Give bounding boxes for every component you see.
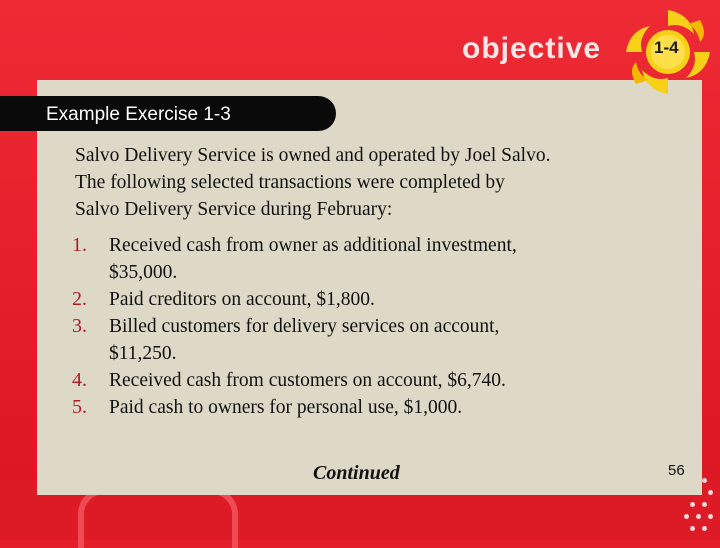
list-item (72, 313, 672, 367)
item-text: Received cash from customers on account, $6,740. (109, 370, 506, 391)
objective-number: 1-4 (654, 38, 679, 57)
item-number: 3. (72, 315, 87, 337)
item-text: Paid creditors on account, $1,800. (109, 289, 375, 310)
transaction-list (72, 232, 672, 421)
item-number: 4. (72, 369, 87, 391)
item-text: Paid cash to owners for personal use, $1,000. (109, 397, 463, 418)
item-text-continued: $11,250. (109, 343, 177, 364)
list-item (72, 232, 672, 286)
item-number: 2. (72, 288, 87, 310)
list-item (72, 394, 672, 421)
banner-title: Example Exercise 1-3 (46, 104, 231, 125)
item-text: Billed customers for delivery services on account, (109, 316, 500, 337)
objective-label: objective (462, 32, 602, 65)
intro-line: Salvo Delivery Service during February: (75, 199, 393, 220)
list-item (72, 286, 672, 313)
decorative-heart-shape (78, 488, 238, 548)
item-number: 5. (72, 396, 87, 418)
item-text-continued: $35,000. (109, 262, 178, 283)
item-number: 1. (72, 234, 87, 256)
intro-line: The following selected transactions were completed by (75, 172, 505, 193)
list-item (72, 367, 672, 394)
page-number: 56 (668, 462, 685, 479)
item-text: Received cash from owner as additional investment, (109, 235, 517, 256)
continued-label: Continued (313, 462, 400, 484)
intro-text (75, 142, 675, 223)
intro-line: Salvo Delivery Service is owned and operated by Joel Salvo. (75, 145, 551, 166)
